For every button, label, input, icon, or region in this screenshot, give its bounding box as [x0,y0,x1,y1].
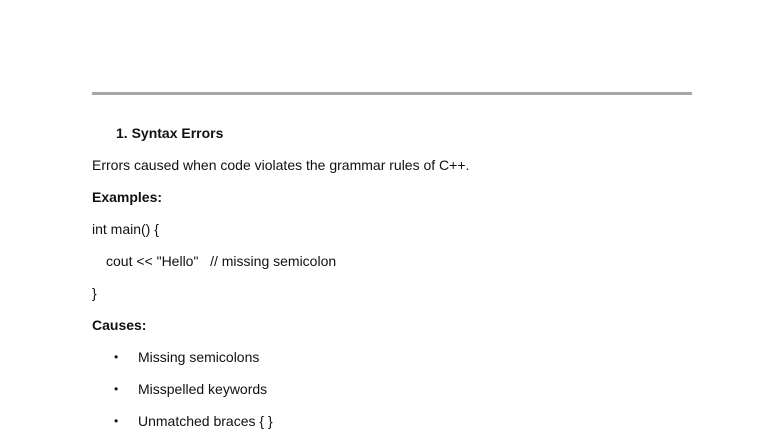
list-item [114,380,267,398]
bullet-icon: • [114,414,119,428]
causes-label: Causes: [92,317,147,333]
cause-text: Missing semicolons [138,349,260,365]
code-line-close-brace: } [92,285,97,301]
cause-text: Misspelled keywords [138,381,268,397]
bullet-icon: • [114,382,119,396]
list-item [114,348,259,366]
cause-text: Unmatched braces { } [138,413,273,429]
code-line-main-open: int main() { [92,221,159,237]
section-heading: 1. Syntax Errors [116,125,224,141]
description-text: Errors caused when code violates the grammar rules of C++. [92,157,470,173]
horizontal-divider [92,92,692,95]
code-line-cout: cout << "Hello" // missing semicolon [106,253,337,269]
list-item [114,412,273,430]
examples-label: Examples: [92,189,163,205]
bullet-icon: • [114,350,119,364]
